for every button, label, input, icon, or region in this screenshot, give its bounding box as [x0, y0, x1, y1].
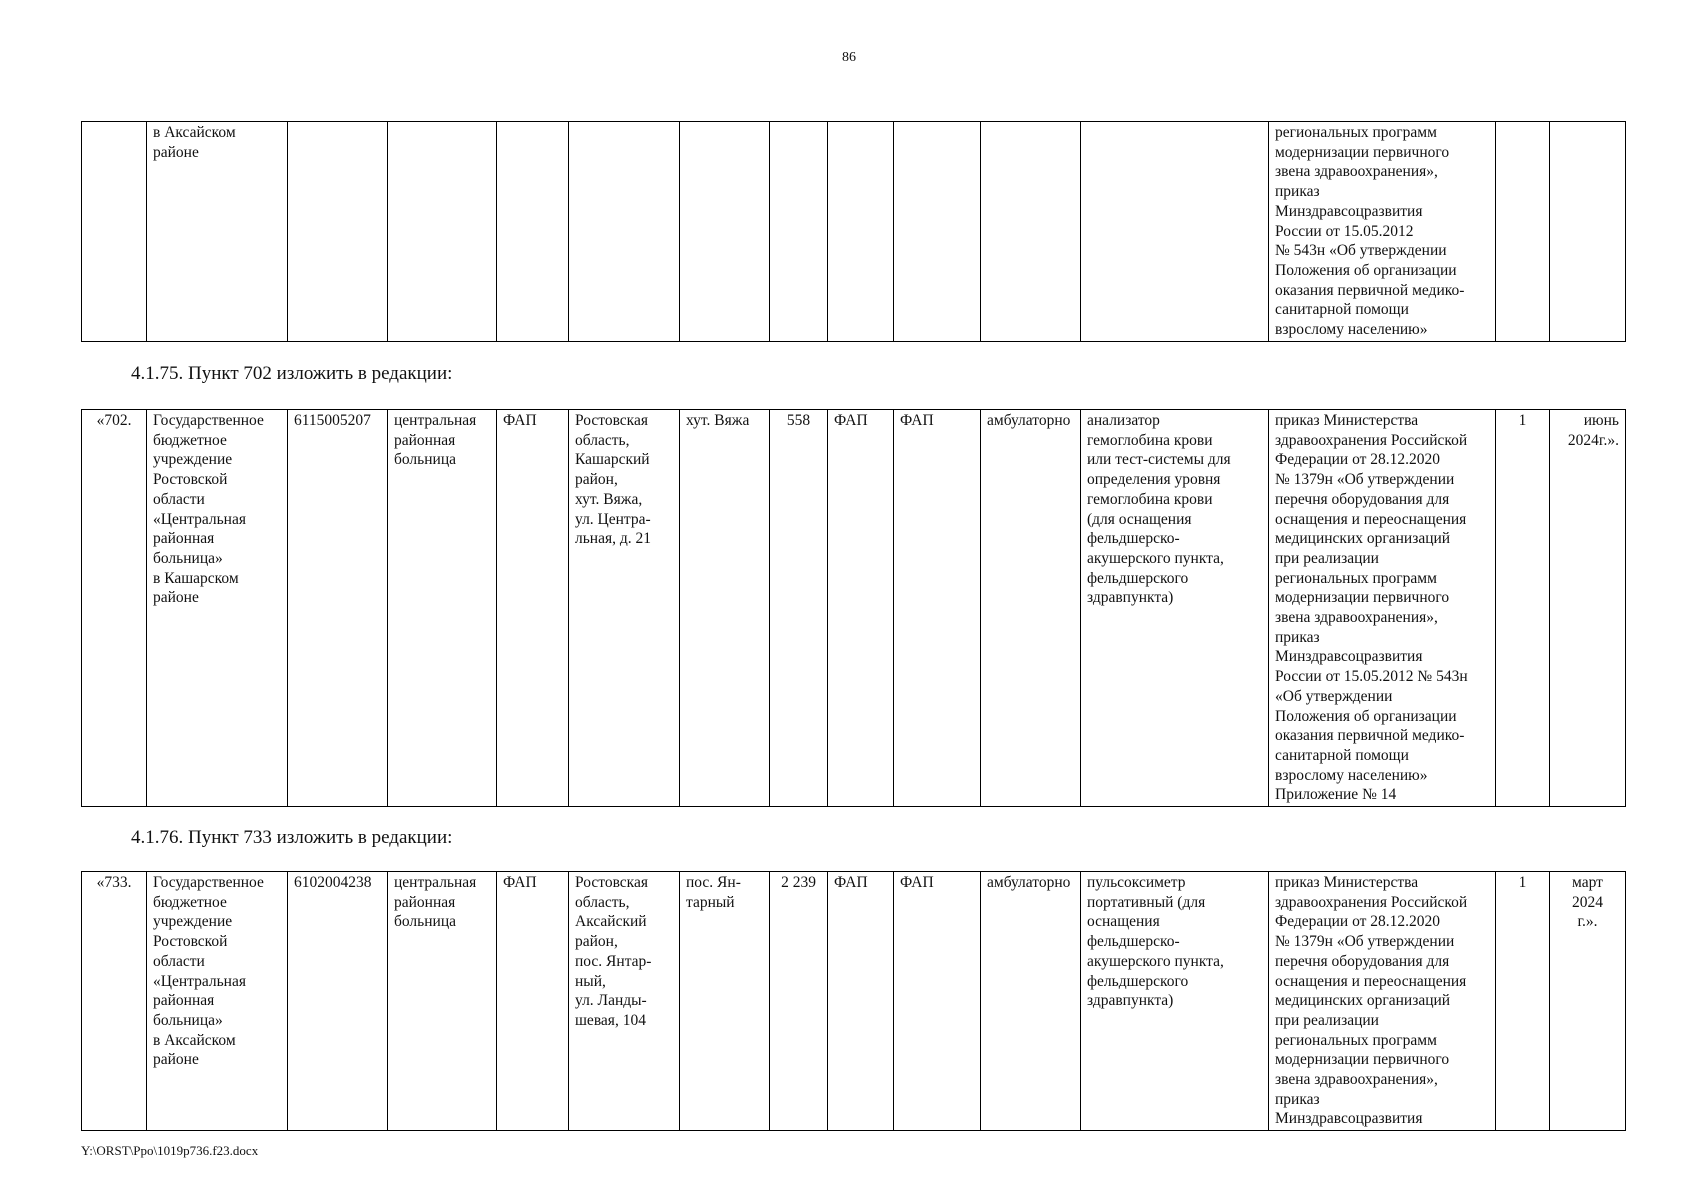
cell-date: июнь 2024г.».	[1550, 410, 1626, 807]
cell-type-a: ФАП	[828, 872, 894, 1131]
cell-care-form	[981, 122, 1081, 342]
footer-file-path: Y:\ORST\Ppo\1019p736.f23.docx	[81, 1143, 259, 1158]
cell-organization: Государственное бюджетное учреждение Ростовской области «Центральная районная больница» в Аксайском районе	[147, 872, 288, 1131]
table-row	[82, 410, 1626, 807]
cell-settlement: пос. Ян- тарный	[680, 872, 770, 1131]
cell-inn	[288, 122, 388, 342]
cell-equipment	[1081, 122, 1269, 342]
cell-org-type	[388, 122, 497, 342]
cell-type-b: ФАП	[894, 872, 981, 1131]
cell-org-type: центральная районная больница	[388, 410, 497, 807]
cell-number	[82, 122, 147, 342]
cell-care-form: амбулаторно	[981, 410, 1081, 807]
cell-population: 558	[770, 410, 828, 807]
table-item-733	[81, 871, 1626, 1131]
cell-number: «733.	[82, 872, 147, 1131]
cell-inn: 6115005207	[288, 410, 388, 807]
section-heading-4-1-75: 4.1.75. Пункт 702 изложить в редакции:	[131, 363, 453, 384]
cell-unit-type	[497, 122, 569, 342]
cell-quantity	[1496, 122, 1550, 342]
cell-address: Ростовская область, Аксайский район, пос. Янтар- ный, ул. Ланды- шевая, 104	[569, 872, 680, 1131]
cell-unit-type: ФАП	[497, 872, 569, 1131]
cell-organization: в Аксайском районе	[147, 122, 288, 342]
cell-org-type: центральная районная больница	[388, 872, 497, 1131]
table-continuation	[81, 121, 1626, 342]
cell-care-form: амбулаторно	[981, 872, 1081, 1131]
cell-type-b: ФАП	[894, 410, 981, 807]
cell-basis: приказ Министерства здравоохранения Российской Федерации от 28.12.2020 № 1379н «Об утверждении перечня оборудования для оснащения и переоснащения медицинских организаций при реализации региональных программ модернизации первичного звена здравоохранения», приказ Минздравсоцразвития России от 15.05.2012 № 543н «Об утверждении Положения об организации оказания первичной медико- санитарной помощи взрослому населению» Приложение № 14	[1269, 410, 1496, 807]
cell-type-a	[828, 122, 894, 342]
table-row	[82, 122, 1626, 342]
cell-address: Ростовская область, Кашарский район, хут. Вяжа, ул. Центра- льная, д. 21	[569, 410, 680, 807]
cell-basis: региональных программ модернизации первичного звена здравоохранения», приказ Минздравсоцразвития России от 15.05.2012 № 543н «Об утверждении Положения об организации оказания первичной медико- санитарной помощи взрослому населению»	[1269, 122, 1496, 342]
section-heading-4-1-76: 4.1.76. Пункт 733 изложить в редакции:	[131, 827, 453, 848]
cell-equipment: пульсоксиметр портативный (для оснащения фельдшерско- акушерского пункта, фельдшерского здравпункта)	[1081, 872, 1269, 1131]
cell-quantity: 1	[1496, 410, 1550, 807]
cell-basis: приказ Министерства здравоохранения Российской Федерации от 28.12.2020 № 1379н «Об утверждении перечня оборудования для оснащения и переоснащения медицинских организаций при реализации региональных программ модернизации первичного звена здравоохранения», приказ Минздравсоцразвития	[1269, 872, 1496, 1131]
cell-date: март 2024 г.».	[1550, 872, 1626, 1131]
cell-organization: Государственное бюджетное учреждение Ростовской области «Центральная районная больница» в Кашарском районе	[147, 410, 288, 807]
cell-unit-type: ФАП	[497, 410, 569, 807]
cell-inn: 6102004238	[288, 872, 388, 1131]
cell-type-b	[894, 122, 981, 342]
cell-date	[1550, 122, 1626, 342]
cell-settlement	[680, 122, 770, 342]
cell-equipment: анализатор гемоглобина крови или тест-системы для определения уровня гемоглобина крови (для оснащения фельдшерско- акушерского пункта, фельдшерского здравпункта)	[1081, 410, 1269, 807]
table-row	[82, 872, 1626, 1131]
cell-settlement: хут. Вяжа	[680, 410, 770, 807]
cell-address	[569, 122, 680, 342]
cell-quantity: 1	[1496, 872, 1550, 1131]
table-item-702	[81, 409, 1626, 807]
cell-type-a: ФАП	[828, 410, 894, 807]
cell-population: 2 239	[770, 872, 828, 1131]
cell-number: «702.	[82, 410, 147, 807]
cell-population	[770, 122, 828, 342]
page-number: 86	[842, 50, 856, 65]
